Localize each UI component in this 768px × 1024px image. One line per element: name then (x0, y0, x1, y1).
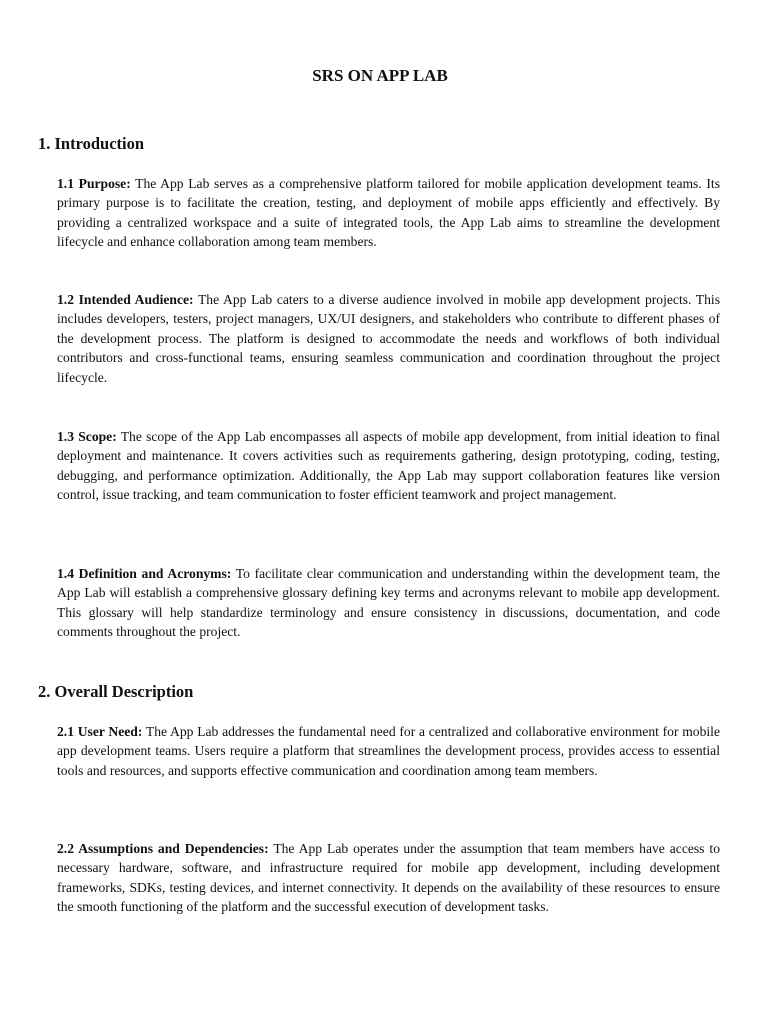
paragraph-text: The App Lab operates under the assumption that team members have access to necessary hardware, software, and infrastructure required for mobile app development, including development frameworks, SDKs, testing devices, and internet connectivity. It depends on the availability of these resources to ensure the smooth functioning of the platform and the successful execution of development tasks. (57, 841, 720, 915)
paragraph-text: The scope of the App Lab encompasses all aspects of mobile app development, from initial ideation to final deployment and maintenance. It covers activities such as requirements gathering, design prototyping, coding, testing, debugging, and performance optimization. Additionally, the App Lab may support collaboration features like version control, issue tracking, and team communication to foster efficient teamwork and project management. (57, 429, 721, 503)
paragraph-intended-audience (57, 290, 720, 387)
paragraph-purpose (57, 174, 720, 252)
paragraph-label: 1.4 Definition and Acronyms: (57, 566, 232, 581)
paragraph-text: The App Lab addresses the fundamental need for a centralized and collaborative environment for mobile app development teams. Users require a platform that streamlines the development process, provides access to essential tools and resources, and supports effective communication and coordination among team members. (57, 724, 720, 778)
paragraph-text: The App Lab caters to a diverse audience involved in mobile app development projects. This includes developers, testers, project managers, UX/UI designers, and stakeholders who contribute to different phases of the development process. The platform is designed to accommodate the needs and workflows of both individual contributors and cross-functional teams, ensuring seamless communication and coordination throughout the project lifecycle. (57, 292, 720, 385)
paragraph-assumptions-dependencies (57, 839, 720, 917)
paragraph-label: 2.1 User Need: (57, 724, 143, 739)
paragraph-label: 1.1 Purpose: (57, 176, 131, 191)
paragraph-label: 1.3 Scope: (57, 429, 117, 444)
paragraph-scope (57, 427, 720, 505)
paragraph-text: The App Lab serves as a comprehensive platform tailored for mobile application development teams. Its primary purpose is to facilitate the creation, testing, and deployment of mobile apps efficiently and effectively. By providing a centralized workspace and a suite of integrated tools, the App Lab aims to streamline the development lifecycle and enhance collaboration among team members. (57, 176, 720, 250)
paragraph-label: 1.2 Intended Audience: (57, 292, 194, 307)
section-heading-overall-description: 2. Overall Description (38, 682, 194, 701)
paragraph-label: 2.2 Assumptions and Dependencies: (57, 841, 269, 856)
paragraph-text: To facilitate clear communication and understanding within the development team, the App Lab will establish a comprehensive glossary defining key terms and acronyms relevant to mobile app development. This glossary will help standardize terminology and ensure consistency in discussions, documentation, and code comments throughout the project. (57, 566, 720, 640)
document-title: SRS ON APP LAB (312, 66, 448, 85)
paragraph-definitions-acronyms (57, 564, 720, 642)
paragraph-user-need (57, 722, 720, 780)
section-heading-introduction: 1. Introduction (38, 134, 145, 153)
